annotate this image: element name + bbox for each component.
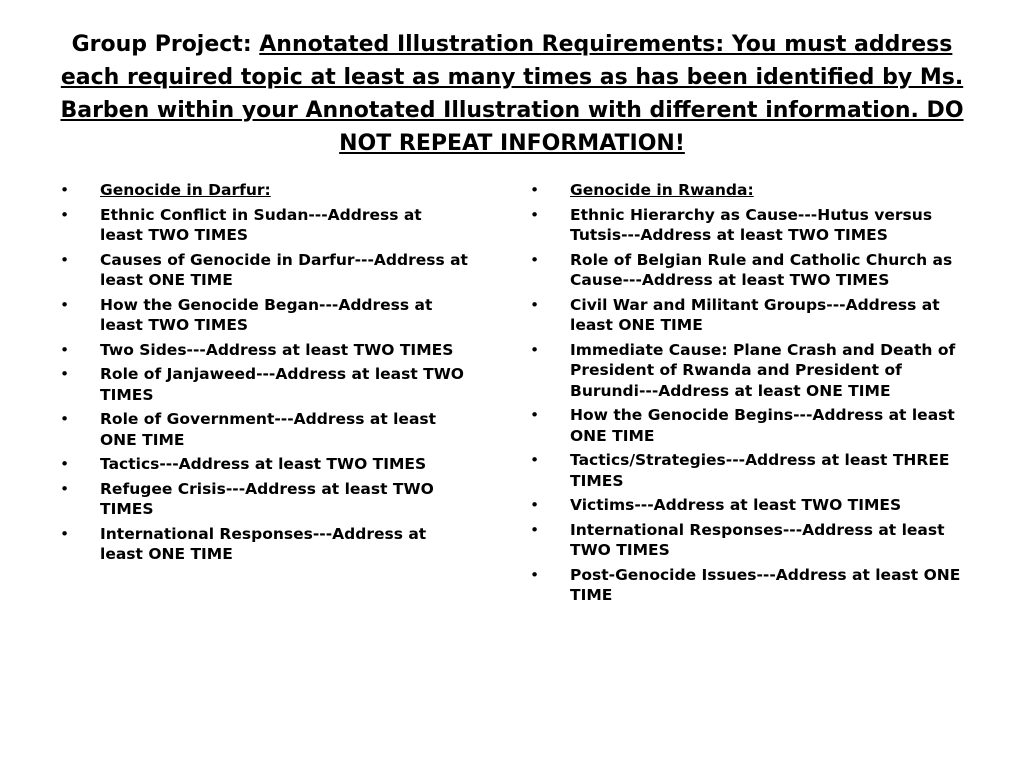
list-item: • Role of Janjaweed---Address at least TWO TIMES [60, 364, 470, 405]
list-item: • Role of Belgian Rule and Catholic Church as Cause---Address at least TWO TIMES [530, 250, 970, 291]
list-item: • Refugee Crisis---Address at least TWO TIMES [60, 479, 470, 520]
column-heading [530, 180, 970, 201]
column-heading-text: Genocide in Rwanda: [570, 181, 754, 199]
list-item: • Immediate Cause: Plane Crash and Death of President of Rwanda and President of Burundi---Address at least ONE TIME [530, 340, 970, 402]
rwanda-column [530, 180, 970, 610]
list-item: • How the Genocide Began---Address at least TWO TIMES [60, 295, 470, 336]
column-heading [60, 180, 470, 201]
list-item: • Tactics---Address at least TWO TIMES [60, 454, 470, 475]
list-item: • Victims---Address at least TWO TIMES [530, 495, 970, 516]
list-item: • Two Sides---Address at least TWO TIMES [60, 340, 470, 361]
list-item: • Civil War and Militant Groups---Address at least ONE TIME [530, 295, 970, 336]
slide-title [60, 28, 964, 160]
list-item: • Ethnic Hierarchy as Cause---Hutus versus Tutsis---Address at least TWO TIMES [530, 205, 970, 246]
list-item: • International Responses---Address at least TWO TIMES [530, 520, 970, 561]
title-requirements: Annotated Illustration Requirements: You must address each required topic at least as many times as has been identified by Ms. Barben within your Annotated Illustration with different information. DO NOT REPEAT INFORMATION! [60, 32, 964, 156]
darfur-column [60, 180, 470, 569]
bullet-list [60, 180, 470, 565]
list-item: • Ethnic Conflict in Sudan---Address at least TWO TIMES [60, 205, 470, 246]
list-item: • International Responses---Address at least ONE TIME [60, 524, 470, 565]
bullet-list [530, 180, 970, 606]
list-item: • Role of Government---Address at least ONE TIME [60, 409, 470, 450]
list-item: • Tactics/Strategies---Address at least THREE TIMES [530, 450, 970, 491]
column-heading-text: Genocide in Darfur: [100, 181, 271, 199]
list-item: • How the Genocide Begins---Address at least ONE TIME [530, 405, 970, 446]
title-prefix: Group Project: [71, 32, 260, 57]
list-item: • Causes of Genocide in Darfur---Address at least ONE TIME [60, 250, 470, 291]
list-item: • Post-Genocide Issues---Address at least ONE TIME [530, 565, 970, 606]
